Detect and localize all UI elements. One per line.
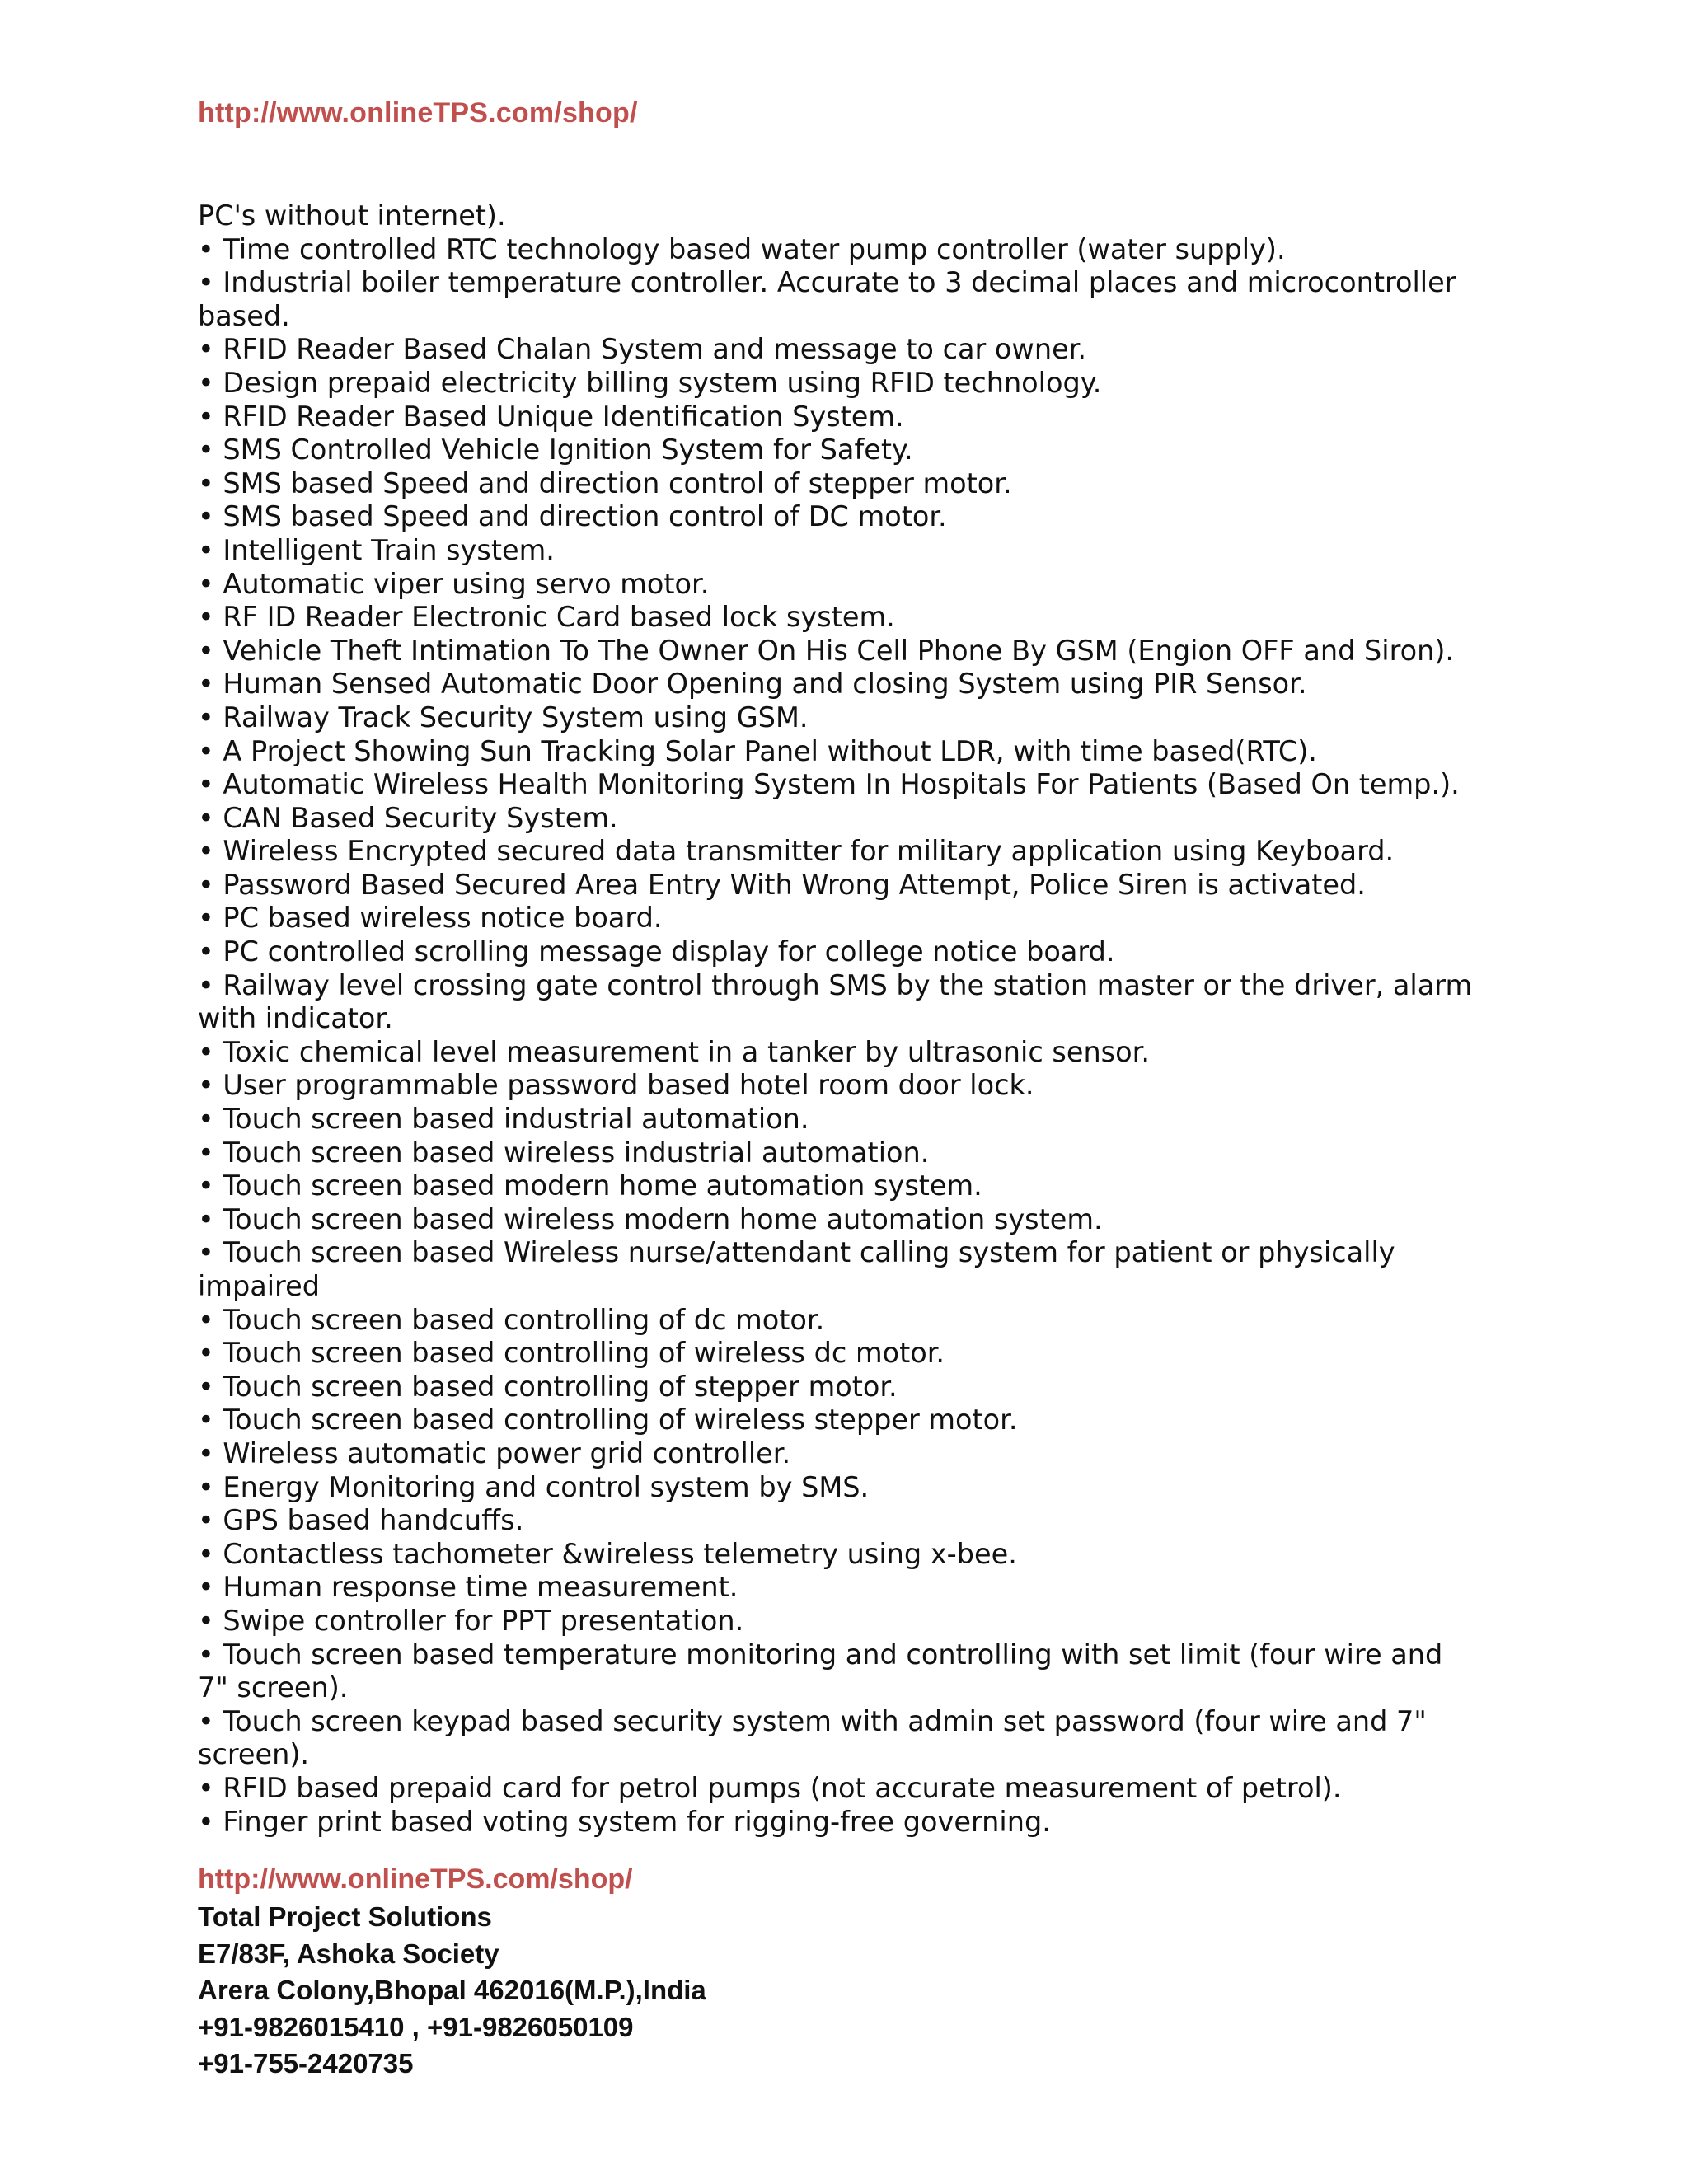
- list-line: • Design prepaid electricity billing system using RFID technology.: [198, 366, 1102, 399]
- list-line: • Wireless automatic power grid controller.: [198, 1436, 791, 1469]
- list-line: • PC based wireless notice board.: [198, 902, 663, 935]
- list-line: • SMS based Speed and direction control of DC motor.: [198, 500, 947, 533]
- list-line: • Intelligent Train system.: [198, 533, 555, 566]
- header-shop-link[interactable]: http://www.onlineTPS.com/shop/: [198, 97, 638, 129]
- list-line: • Touch screen based industrial automation.: [198, 1103, 809, 1136]
- list-line: • Finger print based voting system for rigging-free governing.: [198, 1805, 1051, 1838]
- list-line: • Touch screen based controlling of wireless stepper motor.: [198, 1404, 1018, 1436]
- list-line: • SMS Controlled Vehicle Ignition System for Safety.: [198, 434, 913, 466]
- list-line: • A Project Showing Sun Tracking Solar Panel without LDR, with time based(RTC).: [198, 734, 1317, 767]
- list-line: • Railway level crossing gate control through SMS by the station master or the driver, alarm: [198, 968, 1473, 1001]
- phone-mobile: +91-9826015410 , +91-9826050109: [198, 2011, 634, 2042]
- list-line: • Touch screen based modern home automation system.: [198, 1169, 982, 1202]
- list-line: • Contactless tachometer &wireless telemetry using x-bee.: [198, 1537, 1017, 1570]
- project-list: [198, 199, 1492, 1839]
- list-line: • Automatic viper using servo motor.: [198, 567, 710, 600]
- list-line: • Energy Monitoring and control system by SMS.: [198, 1470, 870, 1503]
- list-line: • Touch screen based wireless modern home automation system.: [198, 1202, 1103, 1235]
- list-line: • Vehicle Theft Intimation To The Owner On His Cell Phone By GSM (Engion OFF and Siron).: [198, 634, 1455, 667]
- list-line: • Automatic Wireless Health Monitoring System In Hospitals For Patients (Based On temp.).: [198, 768, 1460, 801]
- list-line: impaired: [198, 1270, 320, 1302]
- list-line: • Time controlled RTC technology based water pump controller (water supply).: [198, 232, 1286, 265]
- list-line: • Railway Track Security System using GSM.: [198, 701, 809, 733]
- company-name: Total Project Solutions: [198, 1901, 492, 1932]
- list-line: • Password Based Secured Area Entry With Wrong Attempt, Police Siren is activated.: [198, 868, 1366, 901]
- contact-footer: [198, 1861, 706, 2083]
- list-line: • RFID Reader Based Chalan System and message to car owner.: [198, 333, 1087, 366]
- list-line: • Human Sensed Automatic Door Opening and closing System using PIR Sensor.: [198, 668, 1307, 701]
- address-line-2: Arera Colony,Bhopal 462016(M.P.),India: [198, 1975, 706, 2006]
- list-line: PC's without internet).: [198, 199, 506, 232]
- list-line: • Swipe controller for PPT presentation.: [198, 1604, 744, 1637]
- phone-landline: +91-755-2420735: [198, 2048, 414, 2079]
- list-line: based.: [198, 299, 290, 332]
- list-line: • Touch screen based temperature monitoring and controlling with set limit (four wire and: [198, 1638, 1443, 1671]
- list-line: • Touch screen keypad based security system with admin set password (four wire and 7": [198, 1704, 1427, 1737]
- list-line: • Touch screen based wireless industrial automation.: [198, 1136, 930, 1169]
- list-line: • RFID based prepaid card for petrol pumps (not accurate measurement of petrol).: [198, 1771, 1342, 1804]
- list-line: screen).: [198, 1738, 310, 1771]
- list-line: • CAN Based Security System.: [198, 801, 618, 834]
- list-line: • Wireless Encrypted secured data transmitter for military application using Keyboard.: [198, 835, 1395, 868]
- list-line: • Touch screen based controlling of wireless dc motor.: [198, 1337, 945, 1370]
- footer-shop-link[interactable]: http://www.onlineTPS.com/shop/: [198, 1863, 633, 1895]
- address-line-1: E7/83F, Ashoka Society: [198, 1938, 499, 1969]
- list-line: with indicator.: [198, 1002, 393, 1035]
- list-line: • Industrial boiler temperature controller. Accurate to 3 decimal places and microcontroller: [198, 266, 1456, 299]
- list-line: • GPS based handcuffs.: [198, 1504, 524, 1537]
- list-line: • Touch screen based Wireless nurse/attendant calling system for patient or physically: [198, 1236, 1395, 1269]
- list-line: • Touch screen based controlling of stepper motor.: [198, 1370, 898, 1403]
- list-line: • PC controlled scrolling message display for college notice board.: [198, 935, 1115, 968]
- list-line: • RF ID Reader Electronic Card based lock system.: [198, 601, 895, 634]
- list-line: • Touch screen based controlling of dc motor.: [198, 1303, 825, 1336]
- list-line: • RFID Reader Based Unique Identification System.: [198, 400, 904, 433]
- list-line: • Human response time measurement.: [198, 1571, 738, 1604]
- list-line: 7" screen).: [198, 1671, 349, 1704]
- list-line: • Toxic chemical level measurement in a tanker by ultrasonic sensor.: [198, 1035, 1150, 1068]
- list-line: • User programmable password based hotel room door lock.: [198, 1069, 1034, 1102]
- list-line: • SMS based Speed and direction control of stepper motor.: [198, 466, 1012, 499]
